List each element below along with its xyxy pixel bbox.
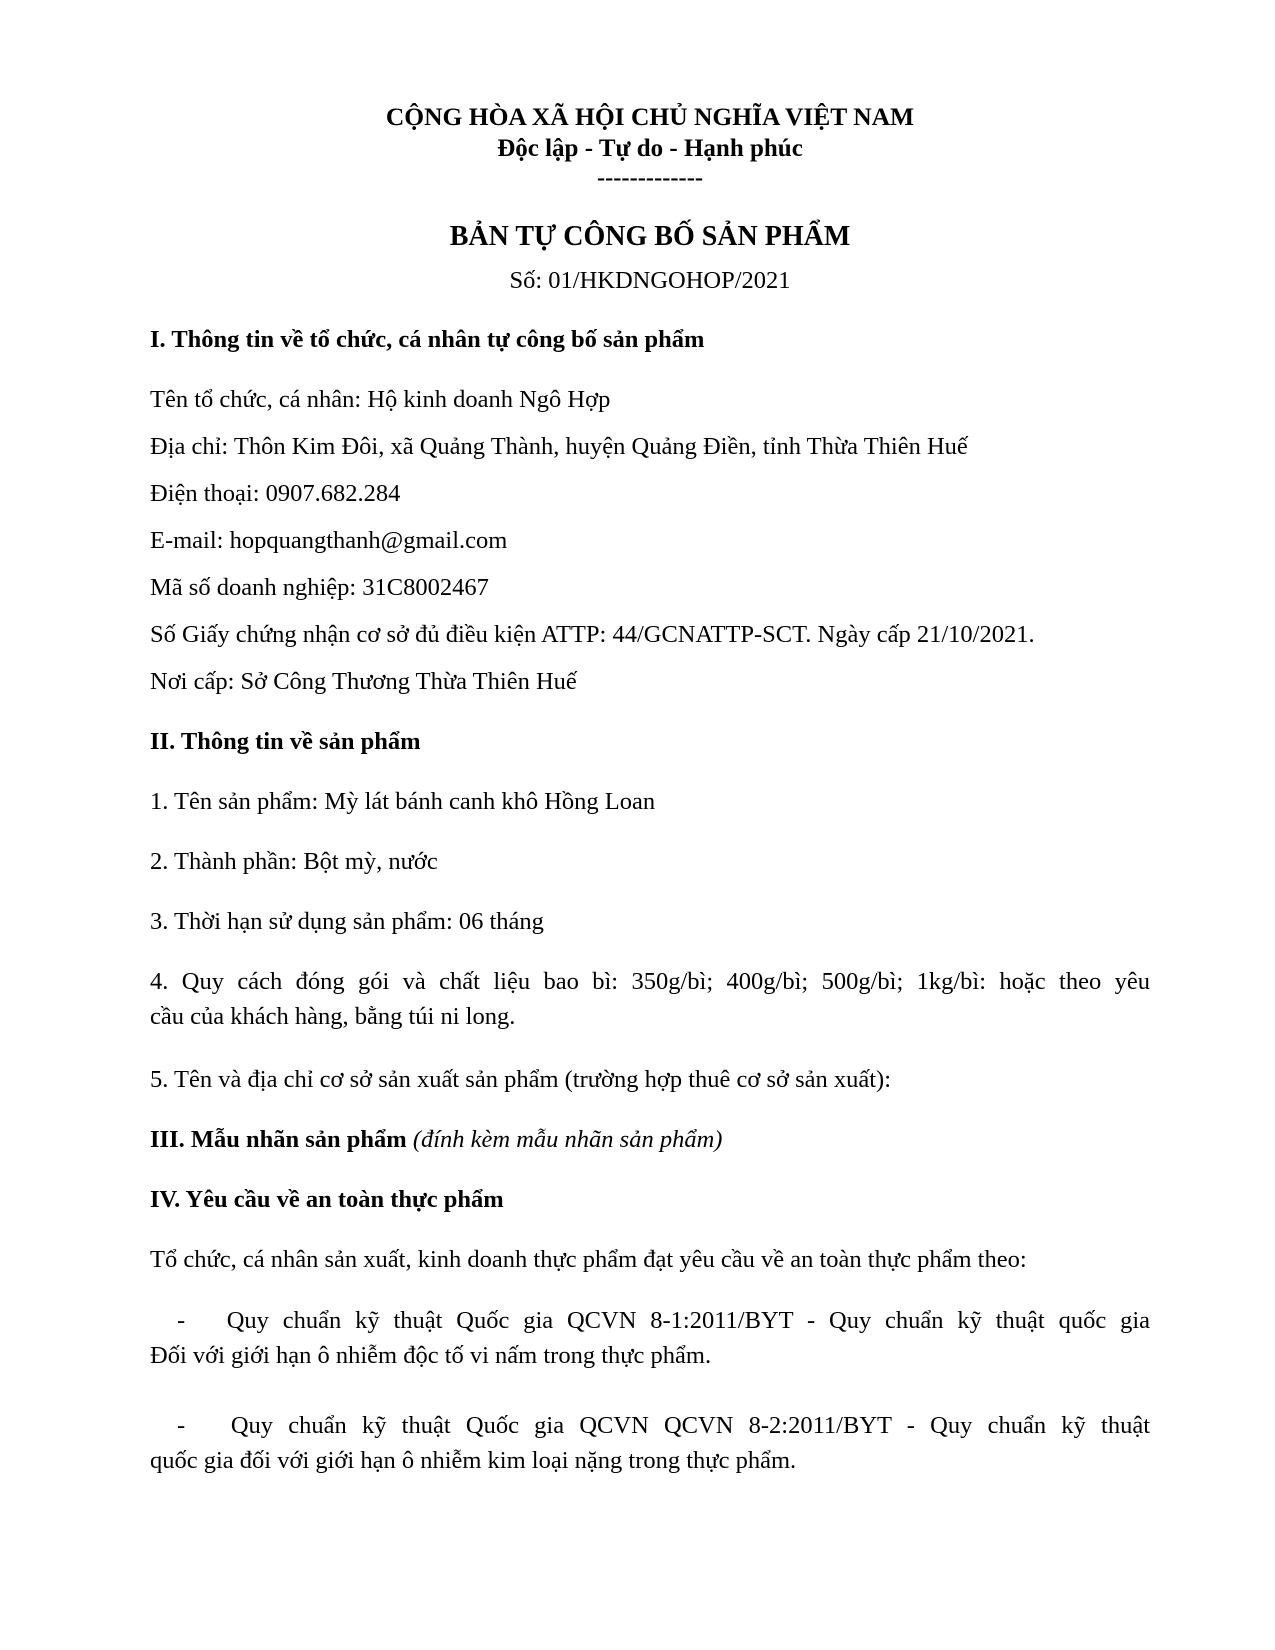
section-3-title: III. Mẫu nhãn sản phẩm <box>150 1126 407 1153</box>
safety-standard-2 <box>150 1408 1150 1478</box>
org-name: Tên tổ chức, cá nhân: Hộ kinh doanh Ngô Hợp <box>150 386 611 413</box>
org-issued-by: Nơi cấp: Sở Công Thương Thừa Thiên Huế <box>150 668 577 695</box>
section-3-heading <box>150 1125 1150 1155</box>
national-motto: Độc lập - Tự do - Hạnh phúc <box>497 135 803 162</box>
product-packaging-line-2: cầu của khách hàng, bằng túi ni long. <box>150 1003 516 1030</box>
org-address: Địa chỉ: Thôn Kim Đôi, xã Quảng Thành, huyện Quảng Điền, tỉnh Thừa Thiên Huế <box>150 433 968 460</box>
product-manufacturer: 5. Tên và địa chỉ cơ sở sản xuất sản phẩm (trường hợp thuê cơ sở sản xuất): <box>150 1066 892 1093</box>
national-title: CỘNG HÒA XÃ HỘI CHỦ NGHĨA VIỆT NAM <box>385 102 915 131</box>
safety-standard-1-line-1: - Quy chuẩn kỹ thuật Quốc gia QCVN 8-1:2011/BYT - Quy chuẩn kỹ thuật quốc gia <box>177 1307 1150 1334</box>
safety-intro: Tổ chức, cá nhân sản xuất, kinh doanh thực phẩm đạt yêu cầu về an toàn thực phẩm theo: <box>150 1246 1027 1273</box>
safety-standard-2-line-2: quốc gia đối với giới hạn ô nhiễm kim loại nặng trong thực phẩm. <box>150 1447 797 1474</box>
section-1-heading: I. Thông tin về tổ chức, cá nhân tự công bố sản phẩm <box>150 326 705 353</box>
safety-standard-2-line-1: - Quy chuẩn kỹ thuật Quốc gia QCVN QCVN 8-2:2011/BYT - Quy chuẩn kỹ thuật <box>177 1412 1150 1439</box>
product-packaging-line-1: 4. Quy cách đóng gói và chất liệu bao bì: 350g/bì; 400g/bì; 500g/bì; 1kg/bì: hoặc theo yêu <box>150 968 1150 995</box>
org-certificate: Số Giấy chứng nhận cơ sở đủ điều kiện ATTP: 44/GCNATTP-SCT. Ngày cấp 21/10/2021. <box>150 621 1035 648</box>
safety-standard-1 <box>150 1303 1150 1373</box>
document-number: Số: 01/HKDNGOHOP/2021 <box>509 267 791 294</box>
product-name: 1. Tên sản phẩm: Mỳ lát bánh canh khô Hồng Loan <box>150 788 656 815</box>
safety-standard-1-line-2: Đối với giới hạn ô nhiễm độc tố vi nấm trong thực phẩm. <box>150 1342 712 1369</box>
section-2-heading: II. Thông tin về sản phẩm <box>150 728 421 755</box>
section-3-note: (đính kèm mẫu nhãn sản phẩm) <box>412 1126 723 1153</box>
header-separator: ------------- <box>596 164 704 191</box>
product-packaging <box>150 964 1150 1034</box>
org-phone: Điện thoại: 0907.682.284 <box>150 480 401 507</box>
document-title: BẢN TỰ CÔNG BỐ SẢN PHẨM <box>449 221 851 252</box>
org-business-code: Mã số doanh nghiệp: 31C8002467 <box>150 574 489 601</box>
product-shelf-life: 3. Thời hạn sử dụng sản phẩm: 06 tháng <box>150 908 544 935</box>
section-4-heading: IV. Yêu cầu về an toàn thực phẩm <box>150 1186 504 1213</box>
product-ingredients: 2. Thành phần: Bột mỳ, nước <box>150 848 438 875</box>
org-email: E-mail: hopquangthanh@gmail.com <box>150 527 508 554</box>
